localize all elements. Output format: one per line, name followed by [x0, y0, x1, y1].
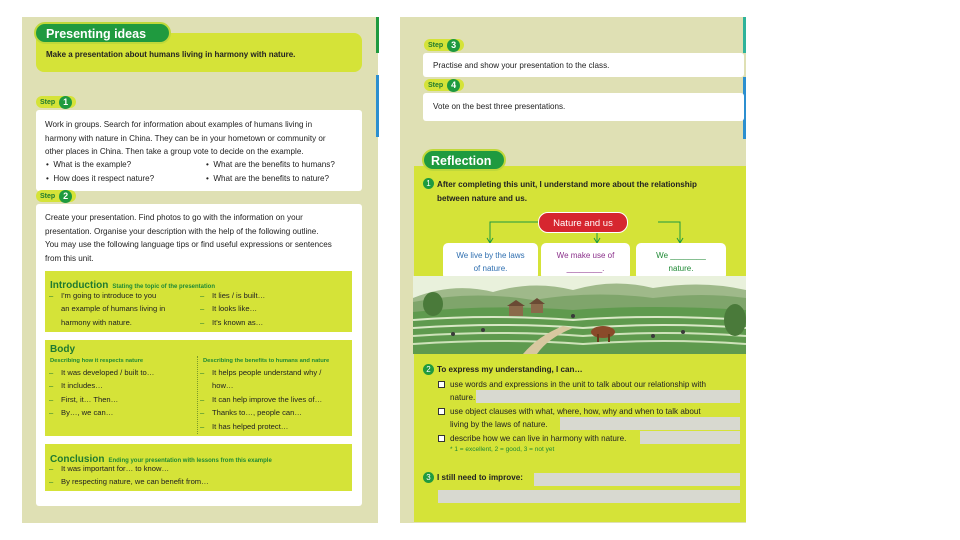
body-box [45, 340, 352, 436]
step-4-box [423, 93, 744, 121]
step-2-line: Create your presentation. Find photos to go with the information on your [45, 213, 303, 222]
conclusion-item: – By respecting nature, we can benefit from… [49, 477, 209, 487]
step-3-number: 3 [447, 39, 460, 52]
question-2-number: 2 [423, 364, 434, 375]
step-word: Step [428, 41, 444, 49]
question-1-line: between nature and us. [437, 193, 527, 203]
step-1-number: 1 [59, 96, 72, 109]
relationship-card [541, 243, 630, 280]
step-1-bullet: • How does it respect nature? [46, 174, 155, 183]
step-1-label [36, 96, 76, 108]
question-1-number: 1 [423, 178, 434, 189]
rice-terrace-illustration [413, 276, 746, 354]
left-edge-tab-green [376, 17, 379, 53]
checkbox[interactable] [438, 408, 445, 415]
can-do-text: nature. [450, 393, 476, 402]
can-do-text: describe how we can live in harmony with nature. [450, 434, 627, 443]
step-word: Step [40, 98, 56, 106]
rating-scale: * 1 = excellent, 2 = good, 3 = not yet [450, 446, 555, 453]
introduction-item: harmony with nature. [61, 317, 132, 327]
body-left-list [49, 366, 154, 420]
right-edge-tab-green [743, 17, 746, 53]
step-1-bullet: • What are the benefits to nature? [206, 174, 329, 183]
can-do-text: use words and expressions in the unit to talk about our relationship with [450, 380, 707, 389]
question-3-number: 3 [423, 472, 434, 483]
introduction-right-list [200, 289, 265, 329]
body-item: – It was developed / built to… [49, 368, 155, 377]
body-item: – It has helped protect… [200, 421, 289, 431]
question-1-text [437, 178, 697, 205]
can-do-text: use object clauses with what, where, how, why and when to talk about [450, 407, 701, 416]
step-1-bullet: • What are the benefits to humans? [206, 160, 335, 169]
introduction-item: – It lies / is built… [200, 291, 266, 300]
introduction-item: an example of humans living in [61, 304, 166, 314]
body-item: how… [212, 381, 234, 391]
improve-field-2[interactable] [438, 490, 740, 503]
conclusion-title: Conclusion [50, 454, 105, 465]
step-4-text: Vote on the best three presentations. [433, 102, 566, 111]
step-2-label [36, 190, 76, 202]
relationship-card-line: We live by the laws [456, 251, 525, 260]
relationship-card [636, 243, 726, 280]
checkbox[interactable] [438, 381, 445, 388]
answer-field-nature[interactable] [476, 390, 740, 403]
left-edge-tab-blue [376, 75, 379, 137]
body-right-list [200, 366, 322, 433]
presenting-ideas-title: Presenting ideas [34, 22, 171, 44]
introduction-left-list [49, 289, 165, 329]
can-do-text: living by the laws of nature. [450, 420, 548, 429]
question-3-title: I still need to improve: [437, 473, 523, 482]
step-2-line: from this unit. [45, 253, 94, 263]
step-4-label [424, 79, 464, 91]
step-word: Step [428, 81, 444, 89]
relationship-card-line: nature. [668, 264, 694, 273]
nature-and-us-label: Nature and us [538, 212, 628, 233]
introduction-subtitle: Stating the topic of the presentation [112, 284, 215, 290]
intro-text: Make a presentation about humans living in harmony with nature. [46, 50, 296, 59]
body-item: – First, it… Then… [49, 394, 119, 404]
step-3-text: Practise and show your presentation to the class. [433, 61, 610, 70]
step-2-number: 2 [59, 190, 72, 203]
body-item: – Thanks to…, people can… [200, 408, 302, 418]
body-title: Body [50, 344, 75, 355]
step-2-line: You may use the following language tips or find useful expressions or sentences [45, 240, 332, 249]
body-item: – It helps people understand why / [200, 368, 322, 377]
step-1-line: Work in groups. Search for information about examples of humans living in [45, 120, 313, 129]
improve-field-1[interactable] [534, 473, 740, 486]
step-word: Step [40, 192, 56, 200]
body-item: – By…, we can… [49, 408, 114, 418]
question-2-title: To express my understanding, I can… [437, 365, 583, 374]
terrace-scene [413, 276, 746, 354]
body-right-subtitle: Describing the benefits to humans and nature [203, 358, 330, 364]
step-2-line: presentation. Organise your description with the help of the following outline. [45, 226, 319, 236]
relationship-card-line: of nature. [473, 264, 508, 273]
conclusion-subtitle: Ending your presentation with lessons from this example [108, 458, 272, 464]
relationship-card-line: We make use of [556, 251, 615, 260]
body-item: – It can help improve the lives of… [200, 394, 323, 404]
step-1-line: harmony with nature in China. They can be in your hometown or community or [45, 133, 326, 143]
step-3-label [424, 39, 464, 51]
conclusion-item: – It was important for… to know… [49, 464, 170, 473]
step-1-line: other places in China. Then take a group vote to decide on the example. [45, 147, 304, 156]
checkbox[interactable] [438, 435, 445, 442]
introduction-item: – It looks like… [200, 304, 258, 314]
introduction-box [45, 271, 352, 332]
introduction-item: – It's known as… [200, 317, 264, 327]
body-item: – It includes… [49, 381, 103, 391]
relationship-card-line: ________. [566, 264, 605, 273]
relationship-card-line: We ________ [656, 251, 706, 260]
answer-field-harmony[interactable] [640, 431, 740, 444]
conclusion-list [49, 462, 209, 489]
step-2-text [45, 211, 332, 265]
step-1-bullet: • What is the example? [46, 160, 132, 169]
answer-field-laws[interactable] [560, 417, 740, 430]
conclusion-box [45, 444, 352, 491]
question-1-line: After completing this unit, I understand more about the relationship [437, 180, 697, 189]
body-divider [197, 356, 198, 434]
step-1-box [36, 110, 362, 191]
introduction-item: – I'm going to introduce to you [49, 291, 157, 300]
step-3-box [423, 53, 744, 77]
step-1-text [45, 118, 326, 159]
relationship-card [443, 243, 538, 280]
reflection-title: Reflection [422, 149, 506, 171]
step-4-number: 4 [447, 79, 460, 92]
body-left-subtitle: Describing how it respects nature [50, 358, 144, 364]
introduction-title: Introduction [50, 280, 109, 291]
